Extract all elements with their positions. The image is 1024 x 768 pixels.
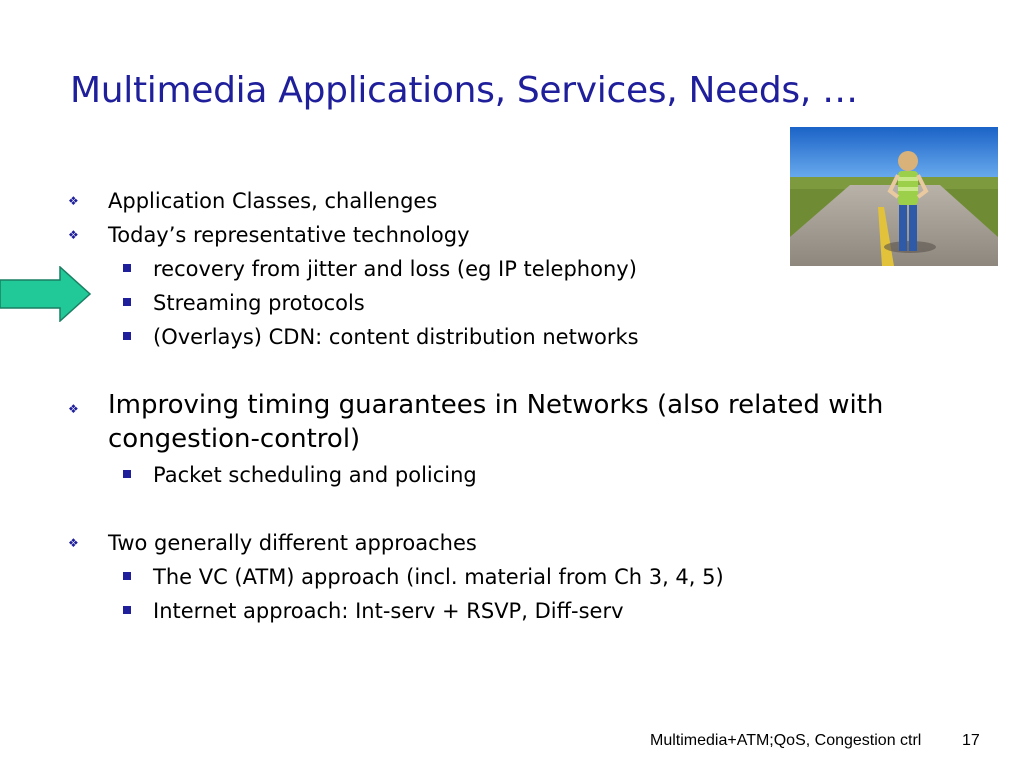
footer-label: Multimedia+ATM;QoS, Congestion ctrl [650, 732, 922, 749]
subbullet-streaming: Streaming protocols [153, 286, 365, 320]
square-icon [123, 470, 131, 478]
slide-title: Multimedia Applications, Services, Needs, … [70, 70, 858, 111]
bullet-timing-guarantees: ❖ Improving timing guarantees in Networks (also related with congestion-control) [68, 390, 884, 454]
right-arrow-icon [0, 266, 92, 322]
subbullet-scheduling: Packet scheduling and policing [153, 458, 477, 492]
pointer-arrow [0, 266, 92, 326]
subbullet-cdn: (Overlays) CDN: content distribution networks [153, 320, 639, 354]
square-icon [123, 264, 131, 272]
subbullet-jitter-loss: recovery from jitter and loss (eg IP telephony) [153, 252, 637, 286]
diamond-cluster-icon: ❖ [68, 402, 79, 416]
square-icon [123, 332, 131, 340]
photo-girl-on-road [790, 127, 998, 266]
page-number: 17 [962, 732, 980, 749]
bullet-two-approaches: ❖ Two generally different approaches [108, 526, 477, 560]
diamond-cluster-icon: ❖ [68, 536, 79, 550]
square-icon [123, 606, 131, 614]
square-icon [123, 298, 131, 306]
bullet-todays-technology: ❖ Today’s representative technology [108, 218, 470, 252]
bullet-application-classes: ❖ Application Classes, challenges [108, 184, 437, 218]
subbullet-internet: Internet approach: Int-serv + RSVP, Diff-serv [153, 594, 624, 628]
diamond-cluster-icon: ❖ [68, 194, 79, 208]
square-icon [123, 572, 131, 580]
subbullet-vc-atm: The VC (ATM) approach (incl. material from Ch 3, 4, 5) [153, 560, 724, 594]
diamond-cluster-icon: ❖ [68, 228, 79, 242]
